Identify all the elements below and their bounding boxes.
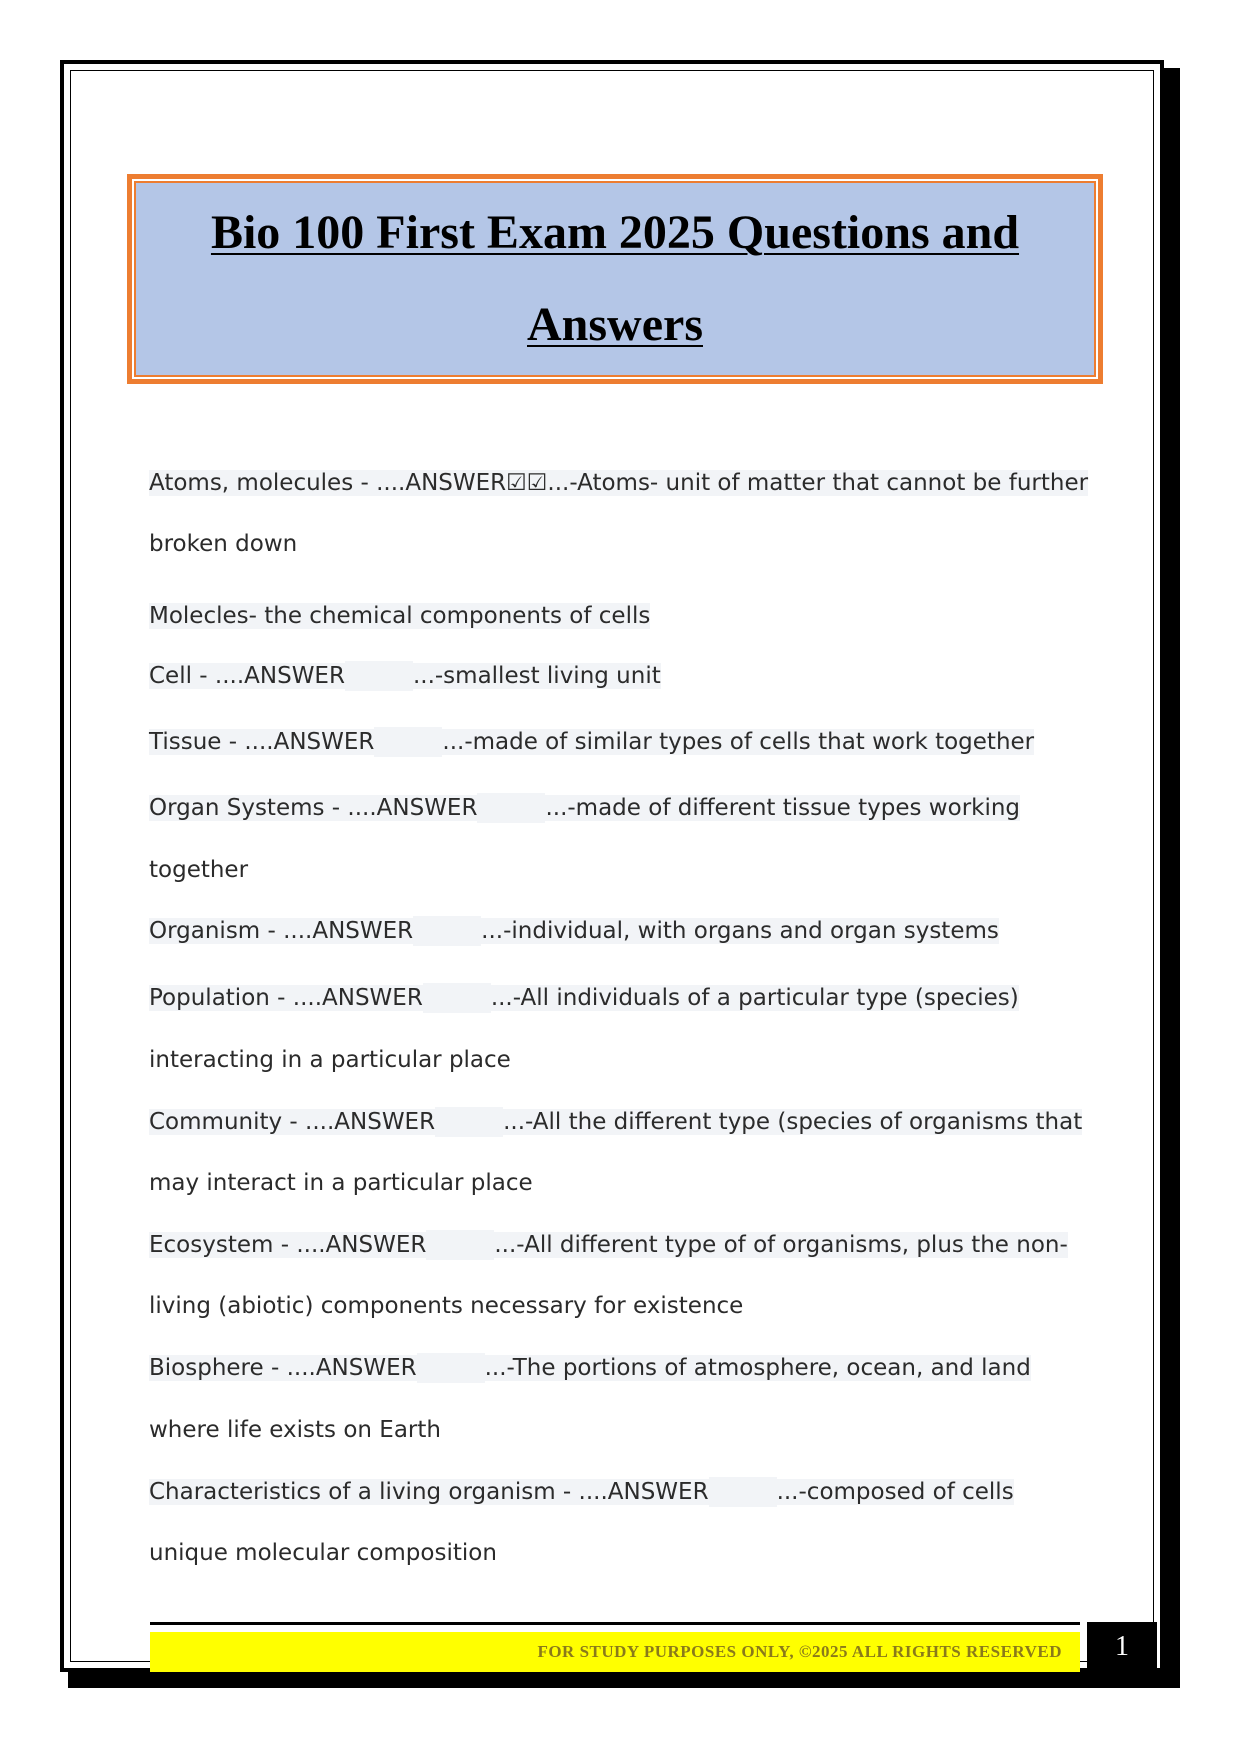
page-number: 1 — [1115, 1631, 1129, 1662]
qa-continuation: unique molecular composition — [149, 1540, 497, 1566]
qa-term: Atoms, molecules - ....ANSWER☑☑... — [149, 470, 570, 496]
qa-entry-cell — [149, 661, 661, 691]
qa-term: Ecosystem - ....ANSWER — [149, 1232, 427, 1258]
qa-entry-biosphere — [149, 1353, 1031, 1383]
footer-divider — [150, 1622, 1080, 1625]
qa-continuation: where life exists on Earth — [149, 1417, 441, 1443]
qa-term: Organ Systems - ....ANSWER — [149, 795, 478, 821]
qa-entry-ecosystem — [149, 1230, 1068, 1260]
qa-answer: ...-smallest living unit — [412, 663, 661, 689]
qa-answer: ...-individual, with organs and organ systems — [481, 918, 999, 944]
qa-answer: ...-All individuals of a particular type (species) — [490, 985, 1019, 1011]
page-number-box — [1087, 1622, 1157, 1672]
qa-entry-characteristics — [149, 1477, 1014, 1507]
qa-continuation: may interact in a particular place — [149, 1170, 533, 1196]
title-box — [127, 174, 1103, 384]
qa-entry-organism — [149, 916, 999, 946]
qa-answer: -Atoms- unit of matter that cannot be further — [569, 470, 1089, 496]
qa-term: Molecles- the chemical components of cells — [149, 603, 651, 629]
qa-answer: ...-composed of cells — [776, 1479, 1014, 1505]
qa-entry-community — [149, 1107, 1082, 1137]
qa-entry-atoms — [149, 468, 1088, 498]
qa-term: Biosphere - ....ANSWER — [149, 1355, 417, 1381]
page-title: Bio 100 First Exam 2025 Questions and Answers — [210, 206, 1020, 351]
qa-continuation: broken down — [149, 531, 298, 557]
qa-continuation: living (abiotic) components necessary for existence — [149, 1293, 744, 1319]
footer-notice: FOR STUDY PURPOSES ONLY, ©2025 ALL RIGHTS RESERVED — [537, 1642, 1062, 1661]
qa-entry-molecules — [149, 601, 650, 631]
qa-entry-tissue — [149, 727, 1034, 757]
qa-term: Tissue - ....ANSWER — [149, 729, 375, 755]
qa-answer: ...-made of similar types of cells that work together — [442, 729, 1035, 755]
qa-continuation: together — [149, 857, 249, 883]
qa-answer: ...-All different type of of organisms, plus the non- — [494, 1232, 1068, 1258]
qa-term: Organism - ....ANSWER — [149, 918, 414, 944]
qa-answer: ...-made of different tissue types working — [545, 795, 1021, 821]
qa-answer: ...-The portions of atmosphere, ocean, and land — [484, 1355, 1031, 1381]
qa-continuation: interacting in a particular place — [149, 1047, 511, 1073]
qa-term: Cell - ....ANSWER — [149, 663, 345, 689]
qa-entry-organ-systems — [149, 793, 1020, 823]
qa-term: Community - ....ANSWER — [149, 1109, 436, 1135]
qa-entry-population — [149, 983, 1019, 1013]
footer-bar — [150, 1632, 1080, 1672]
qa-answer: ...-All the different type (species of organisms that — [503, 1109, 1083, 1135]
qa-term: Characteristics of a living organism - ....ANSWER — [149, 1479, 709, 1505]
qa-term: Population - ....ANSWER — [149, 985, 423, 1011]
